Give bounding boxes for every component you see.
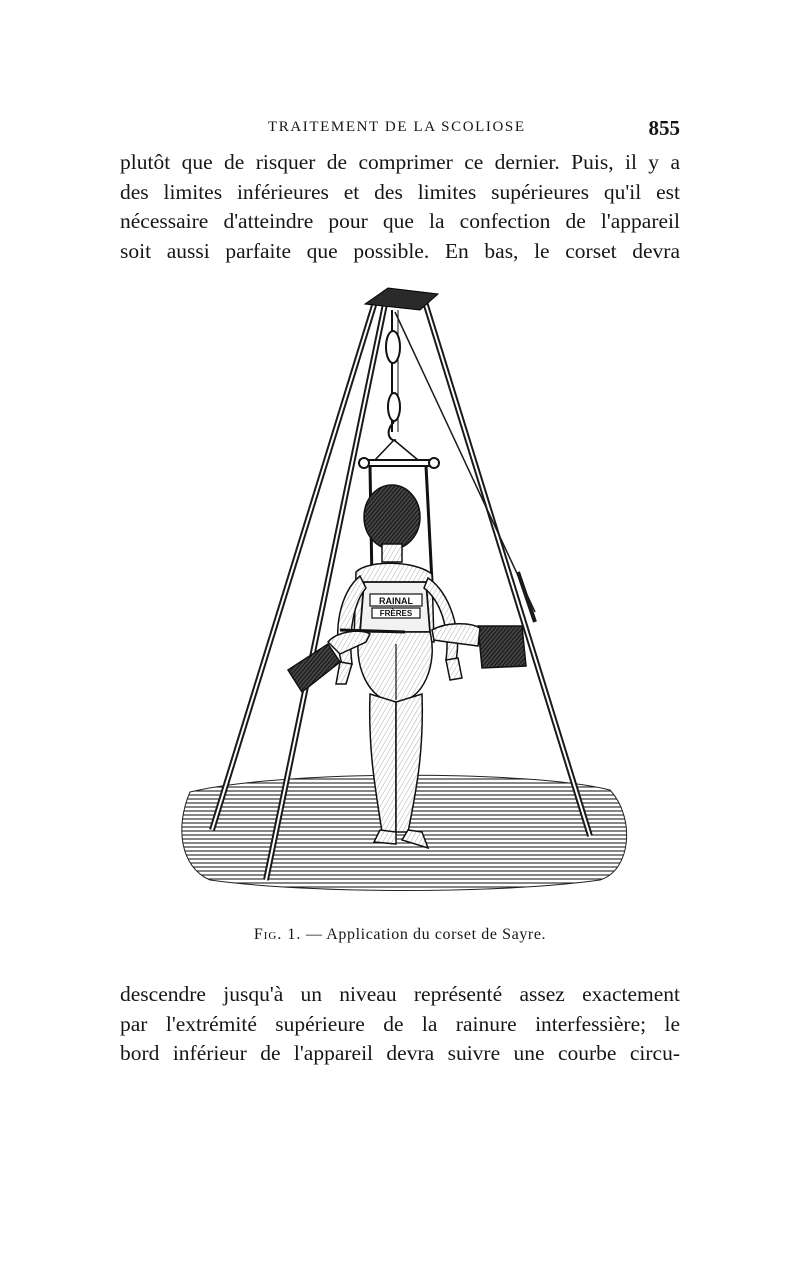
text-line: soit aussi parfaite que possible. En bas, le corset devra — [120, 239, 680, 264]
running-head — [120, 116, 680, 140]
text-line: plutôt que de risquer de comprimer ce dernier. Puis, il y a — [120, 150, 680, 174]
text-line: bord inférieur de l'appareil devra suivre une courbe circu- — [120, 1041, 680, 1066]
text-line: par l'extrémité supérieure de la rainure interfessière; le — [120, 1011, 680, 1036]
paragraph-top — [120, 148, 680, 267]
text-line: des limites inférieures et des limites supérieures qu'il est — [120, 179, 680, 204]
banner-text-1: RAINAL — [379, 596, 413, 606]
figure-sayre-corset-illustration — [170, 282, 640, 892]
page-number: 855 — [648, 116, 680, 140]
engraving-illustration — [170, 282, 640, 892]
text-line: descendre jusqu'à un niveau représenté assez exactement — [120, 982, 680, 1006]
running-title: TRAITEMENT DE LA SCOLIOSE — [268, 119, 526, 135]
paragraph-bottom — [120, 980, 680, 1069]
figure-caption-text: — Application du corset de Sayre. — [301, 926, 547, 943]
pulley-system — [386, 310, 400, 440]
corset — [360, 582, 430, 632]
figure-label: Fig. 1. — [253, 926, 302, 943]
banner-text-2: FRÈRES — [379, 609, 413, 618]
text-line: nécessaire d'atteindre pour que la confection de l'appareil — [120, 209, 680, 234]
figure-caption — [120, 926, 680, 944]
